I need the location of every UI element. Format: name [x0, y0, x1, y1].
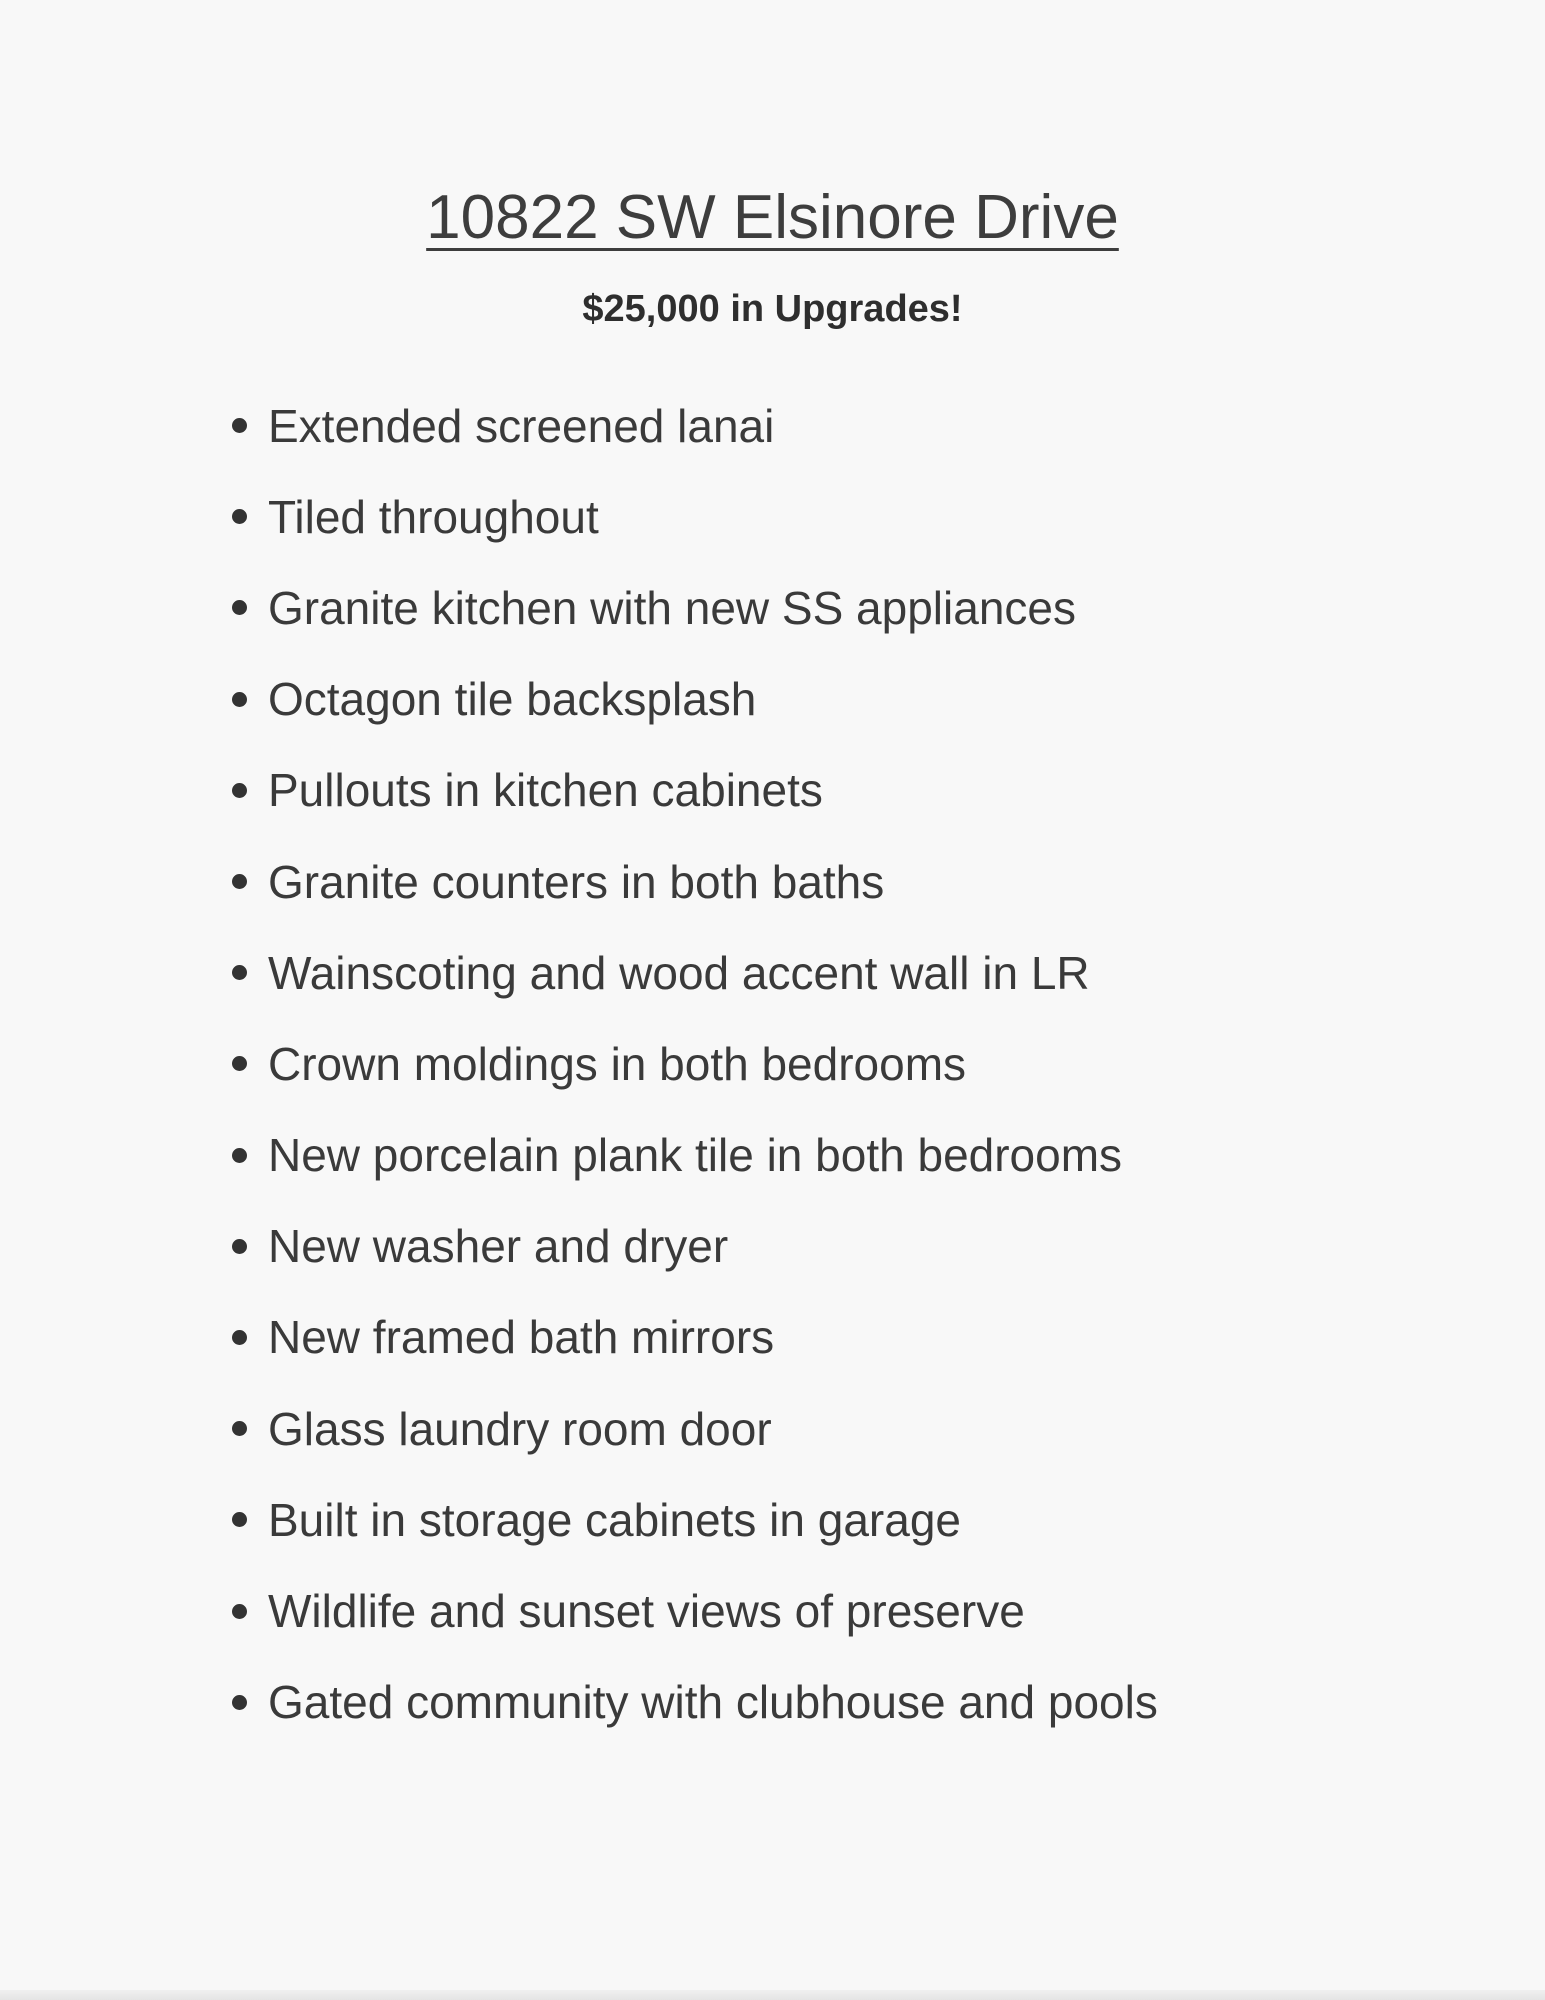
bullet-icon [232, 418, 247, 433]
bullet-icon [232, 509, 247, 524]
bullet-icon [232, 1239, 247, 1254]
list-item [228, 1565, 1158, 1656]
list-item-text: Pullouts in kitchen cabinets [268, 764, 823, 817]
bullet-icon [232, 1604, 247, 1619]
page-title [0, 178, 1545, 258]
bullet-icon [232, 874, 247, 889]
list-item [228, 927, 1158, 1018]
list-item [228, 562, 1158, 653]
list-item-text: Crown moldings in both bedrooms [268, 1037, 967, 1090]
list-item [228, 1110, 1158, 1201]
list-item-text: Granite counters in both baths [268, 855, 885, 908]
list-item-text: Granite kitchen with new SS appliances [268, 581, 1076, 634]
list-item-text: Tiled throughout [268, 490, 599, 543]
list-item [228, 1474, 1158, 1565]
list-item-text: Gated community with clubhouse and pools [268, 1676, 1158, 1729]
upgrades-list [228, 380, 1158, 1748]
bullet-icon [232, 1330, 247, 1345]
list-item [228, 1201, 1158, 1292]
list-item [228, 654, 1158, 745]
bullet-icon [232, 783, 247, 798]
list-item-text: Extended screened lanai [268, 399, 775, 452]
list-item-text: New porcelain plank tile in both bedrooms [268, 1129, 1123, 1182]
list-item-text: New framed bath mirrors [268, 1311, 775, 1364]
list-item [228, 1292, 1158, 1383]
page-title-text: 10822 SW Elsinore Drive [426, 183, 1119, 252]
list-item [228, 745, 1158, 836]
list-item [228, 1657, 1158, 1748]
list-item [228, 1383, 1158, 1474]
bullet-icon [232, 965, 247, 980]
list-item-text: Octagon tile backsplash [268, 673, 757, 726]
page-subtitle: $25,000 in Upgrades! [582, 288, 963, 330]
list-item [228, 380, 1158, 471]
bullet-icon [232, 692, 247, 707]
bullet-icon [232, 1421, 247, 1436]
list-item [228, 836, 1158, 927]
list-item-text: Built in storage cabinets in garage [268, 1493, 961, 1546]
list-item [228, 471, 1158, 562]
list-item-text: Glass laundry room door [268, 1402, 772, 1455]
bullet-icon [232, 1056, 247, 1071]
bullet-icon [232, 600, 247, 615]
bullet-icon [232, 1512, 247, 1527]
bullet-icon [232, 1695, 247, 1710]
list-item-text: New washer and dryer [268, 1220, 729, 1273]
list-item-text: Wildlife and sunset views of preserve [268, 1585, 1025, 1638]
list-item-text: Wainscoting and wood accent wall in LR [268, 946, 1090, 999]
bullet-icon [232, 1148, 247, 1163]
list-item [228, 1018, 1158, 1109]
scan-edge [0, 1990, 1545, 2000]
